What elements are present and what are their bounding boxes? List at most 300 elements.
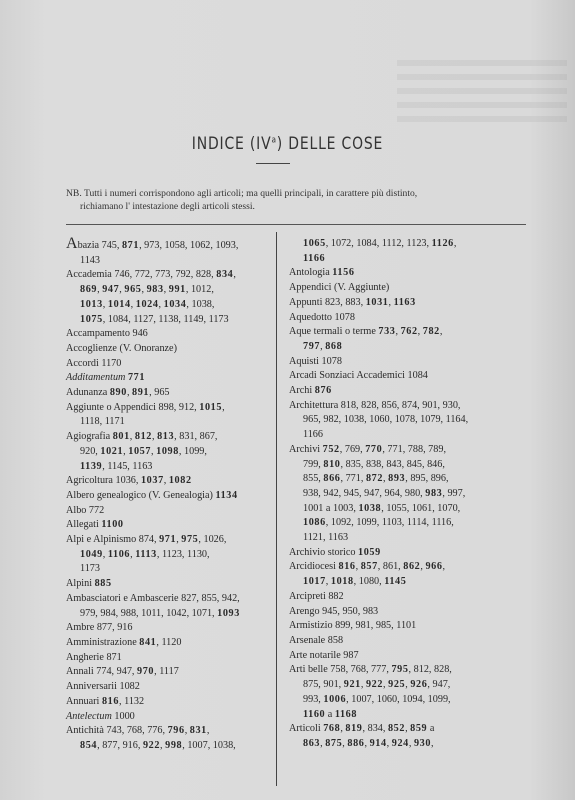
principal-article-number: 1015 (199, 401, 223, 413)
entry-text: , 1099, (178, 445, 207, 457)
note-line: NB. Tutti i numeri corrispondono agli articoli; ma quelli principali, in carattere più distinto, (66, 188, 418, 199)
entry-text: Accampamento 946 (66, 328, 148, 340)
index-entry (289, 649, 494, 664)
entry-text: , (233, 269, 236, 281)
principal-article-number: 1018 (330, 576, 354, 588)
entry-text: , (176, 534, 182, 546)
entry-text: Accoglienze (V. Onoranze) (66, 342, 177, 354)
entry-text: Aquedotto 1078 (289, 311, 355, 323)
entry-text: Archivio storico (289, 546, 359, 558)
entry-text: Articoli (289, 723, 324, 735)
entry-text: Alpini (66, 578, 95, 590)
entry-text: , (417, 326, 423, 338)
title-underline (256, 163, 290, 164)
principal-article-number: 797 (303, 340, 321, 352)
index-entry (289, 663, 494, 678)
index-entry-continuation (66, 548, 271, 563)
column-divider (276, 232, 277, 786)
entry-text: , 861, (377, 561, 404, 573)
entry-text: , 831, 867, (174, 431, 218, 443)
entry-text: 855, (303, 473, 324, 485)
entry-text: , 834, (362, 723, 388, 735)
principal-article-number: 1126 (431, 238, 454, 249)
entry-text: , 973, 1058, 1062, 1093, (139, 240, 239, 251)
principal-article-number: 1021 (100, 445, 124, 457)
index-entry (66, 621, 271, 636)
principal-article-number: 1106 (107, 548, 131, 560)
index-entry (66, 533, 271, 548)
initial-letter: A (66, 235, 78, 252)
entry-text: , (163, 475, 169, 487)
index-entry (66, 342, 271, 357)
entry-text: Aque termali o terme (289, 326, 379, 338)
italic-term: Antelectum (66, 710, 112, 722)
index-entry (289, 605, 494, 620)
entry-text: , (420, 561, 426, 573)
principal-article-number: 863 (303, 737, 321, 749)
principal-article-number: 782 (422, 326, 440, 338)
entry-text: 1118, 1171 (80, 416, 125, 428)
principal-article-number: 983 (146, 284, 164, 296)
index-entry (66, 636, 271, 651)
entry-text: , (130, 548, 136, 560)
principal-article-number: 752 (322, 443, 340, 455)
index-entry (66, 518, 271, 533)
principal-article-number: 1038 (358, 502, 382, 514)
entry-text: , (364, 737, 370, 749)
entry-text: Aquisti 1078 (289, 355, 342, 367)
entry-text: Arcipreti 882 (289, 590, 344, 602)
principal-article-number: 1017 (303, 576, 326, 588)
principal-article-number: 975 (181, 534, 199, 546)
index-entry (289, 590, 494, 605)
principal-article-number: 1013 (80, 298, 103, 310)
principal-article-number: 891 (132, 387, 150, 399)
entry-text: Archivi (289, 443, 323, 455)
principal-article-number: 771 (127, 372, 146, 384)
principal-article-number: 1168 (334, 708, 358, 720)
index-entry-continuation (66, 607, 271, 622)
principal-article-number: 921 (343, 679, 361, 691)
principal-article-number: 876 (314, 385, 332, 397)
principal-article-number: 816 (338, 561, 356, 573)
entry-text: , (431, 737, 434, 749)
index-entry (66, 489, 271, 504)
bleed-through-text (397, 60, 567, 130)
entry-text: , (442, 561, 446, 573)
index-entry-continuation (66, 445, 271, 460)
index-entry-continuation (289, 428, 494, 443)
entry-text: Agiografia (66, 431, 113, 443)
principal-article-number: 1065 (303, 238, 326, 249)
entry-text: Arengo 945, 950, 983 (289, 605, 379, 617)
principal-article-number: 965 (124, 284, 142, 296)
entry-text: , 1007, 1038, (182, 739, 236, 751)
principal-article-number: 1075 (80, 313, 103, 325)
index-entry-continuation (289, 413, 494, 428)
principal-article-number: 971 (159, 534, 177, 546)
principal-article-number: 924 (391, 737, 409, 749)
entry-text: , (320, 340, 326, 352)
entry-text: , (383, 679, 389, 691)
entry-text: Agricoltura 1036, (66, 475, 141, 487)
index-entry (66, 665, 271, 680)
entry-text: 1001 a 1003, (303, 502, 359, 514)
entry-text: Aggiunte o Appendici 898, 912, (66, 401, 200, 413)
entry-text: Adunanza (66, 387, 110, 399)
entry-text: Annali 774, 947, (66, 666, 138, 678)
index-entry (289, 384, 494, 399)
entry-text: , (405, 679, 411, 691)
entry-text: 979, 984, 988, 1011, 1042, 1071, (80, 607, 218, 619)
entry-text: , (383, 473, 389, 485)
entry-text: Appendici (V. Aggiunte) (289, 282, 390, 294)
principal-article-number: 970 (137, 666, 155, 678)
entry-text: 1166 (303, 429, 323, 441)
entry-text: , 1092, 1099, 1103, 1114, 1116, (325, 517, 454, 529)
index-entry (66, 577, 271, 592)
entry-text: 1000 (111, 710, 135, 722)
index-entry (289, 619, 494, 634)
entry-text: Appunti 823, 883, (289, 296, 366, 308)
principal-article-number: 1031 (365, 296, 389, 308)
principal-article-number: 1059 (358, 546, 381, 558)
principal-article-number: 859 (410, 723, 428, 735)
principal-article-number: 869 (80, 284, 98, 296)
principal-article-number: 991 (168, 284, 186, 296)
entry-text: , 835, 838, 843, 845, 846, (340, 458, 445, 470)
principal-article-number: 812 (134, 431, 152, 443)
entry-text: 993, (303, 693, 324, 705)
index-entry (289, 443, 494, 458)
header-rule (66, 224, 526, 225)
principal-article-number: 831 (189, 725, 207, 737)
entry-text: 1143 (80, 254, 100, 266)
principal-article-number: 922 (142, 739, 161, 751)
index-entry-continuation (289, 340, 494, 355)
index-entry (289, 722, 494, 737)
entry-text: , (129, 431, 135, 443)
entry-text: , (97, 284, 103, 296)
entry-text: , (340, 723, 346, 735)
entry-text: Anniversarii 1082 (66, 681, 140, 693)
entry-text: Architettura 818, 828, 856, 874, 901, 930, (289, 399, 461, 411)
entry-text: , (123, 445, 129, 457)
entry-text: , (206, 725, 210, 737)
index-entry (66, 371, 271, 386)
principal-article-number: 852 (387, 723, 406, 735)
principal-article-number: 841 (139, 636, 157, 648)
index-entry-continuation (289, 531, 494, 546)
index-entry (289, 369, 494, 384)
principal-article-number: 796 (167, 725, 185, 737)
entry-text: , (360, 679, 366, 691)
principal-article-number: 1057 (128, 445, 152, 457)
entry-text: , 1080, (353, 576, 385, 588)
principal-article-number: 1160 (303, 708, 326, 720)
index-entry (66, 268, 271, 283)
index-entry (66, 504, 271, 519)
entry-text: Armistizio 899, 981, 985, 1101 (289, 620, 417, 632)
principal-article-number: 893 (388, 473, 406, 485)
index-entry (66, 651, 271, 666)
entry-text: bazia 745, (77, 240, 122, 251)
entry-text: , 812, 828, (408, 664, 452, 676)
entry-text: Accademia 746, 772, 773, 792, 828, (66, 269, 217, 281)
entry-text: , (395, 326, 401, 338)
index-entry-continuation (289, 693, 494, 708)
principal-article-number: 1006 (323, 693, 347, 705)
entry-text: Accordi 1170 (66, 357, 122, 369)
index-entry (66, 680, 271, 695)
principal-article-number: 857 (360, 561, 378, 573)
index-entry (289, 281, 494, 296)
entry-text: , 1072, 1084, 1112, 1123, (325, 238, 432, 249)
index-entry (289, 560, 494, 575)
index-entry (66, 327, 271, 342)
index-entry (289, 546, 494, 561)
principal-article-number: 890 (109, 387, 127, 399)
entry-text: , (386, 737, 392, 749)
entry-text: Ambre 877, 916 (66, 622, 133, 634)
principal-article-number: 998 (165, 739, 183, 751)
entry-text: 965, 982, 1038, 1060, 1078, 1079, 1164, (303, 414, 469, 426)
principal-article-number: 1034 (163, 298, 187, 310)
entry-text: , (355, 561, 361, 573)
index-entry-continuation (66, 739, 271, 754)
principal-article-number: 862 (403, 561, 421, 573)
principal-article-number: 886 (347, 737, 365, 749)
entry-text: , (439, 326, 443, 338)
entry-text: 1121, 1163 (303, 532, 349, 544)
entry-text: a (325, 708, 335, 720)
index-entry (66, 357, 271, 372)
entry-text: Arcadi Sonziaci Accademici 1084 (289, 370, 428, 382)
entry-text: , 1132 (119, 695, 145, 707)
principal-article-number: 930 (413, 737, 432, 749)
index-entry-continuation (289, 487, 494, 502)
index-entry (289, 311, 494, 326)
entry-text: , (453, 238, 457, 249)
index-entry-continuation (66, 415, 271, 430)
index-entry (66, 710, 271, 725)
principal-article-number: 922 (365, 679, 384, 691)
principal-article-number: 1166 (303, 252, 326, 264)
entry-text: Angherie 871 (66, 651, 122, 663)
entry-text: a (427, 723, 435, 735)
index-entry (289, 634, 494, 649)
entry-text: Arsenale 858 (289, 634, 344, 646)
index-entry-continuation (289, 708, 494, 723)
principal-article-number: 983 (425, 487, 443, 499)
principal-article-number: 914 (369, 737, 387, 749)
entry-text: , (158, 298, 164, 310)
entry-text: , (405, 723, 411, 735)
entry-text: , 771, 788, 789, (382, 443, 446, 455)
entry-text: , (320, 737, 326, 749)
entry-text: , (151, 445, 157, 457)
entry-text: , 771, (340, 473, 366, 485)
entry-text: , (222, 401, 225, 413)
index-entry (66, 237, 271, 254)
entry-text: 1173 (80, 563, 100, 575)
principal-article-number: 810 (323, 458, 341, 470)
principal-article-number: 1100 (101, 519, 124, 531)
entry-text: Albo 772 (66, 504, 105, 516)
index-entry-continuation (289, 472, 494, 487)
index-entry-continuation (66, 254, 271, 269)
entry-text: , 1145, 1163 (102, 460, 153, 472)
entry-text: Amministrazione (66, 636, 140, 648)
entry-text: , 1117 (154, 666, 179, 678)
entry-text: , (130, 298, 136, 310)
index-entry-continuation (289, 502, 494, 517)
entry-text: , 1007, 1060, 1094, 1099, (346, 693, 451, 705)
index-entry (66, 401, 271, 416)
entry-text: , 769, (339, 443, 366, 455)
principal-article-number: 813 (157, 431, 175, 443)
entry-text: , 1123, 1130, (156, 548, 210, 560)
principal-article-number: 966 (425, 561, 443, 573)
principal-article-number: 926 (410, 679, 428, 691)
entry-text: , (141, 284, 147, 296)
index-entry (66, 724, 271, 739)
index-entry-continuation (289, 678, 494, 693)
entry-text: , (151, 431, 158, 443)
principal-article-number: 868 (325, 340, 343, 352)
principal-article-number: 733 (378, 326, 396, 338)
principal-article-number: 925 (388, 679, 406, 691)
principal-article-number: 875 (325, 737, 343, 749)
entry-text: 875, 901, (303, 679, 344, 691)
principal-article-number: 947 (102, 284, 120, 296)
principal-article-number: 1156 (332, 267, 355, 279)
index-entry (66, 474, 271, 489)
entry-text: , 1026, (198, 534, 227, 546)
entry-text: , 1055, 1061, 1070, (381, 502, 461, 514)
principal-article-number: 770 (365, 443, 383, 455)
principal-article-number: 1049 (80, 548, 103, 560)
entry-text: Arti belle 758, 768, 777, (289, 664, 392, 676)
principal-article-number: 768 (323, 723, 341, 735)
principal-article-number: 1037 (140, 475, 164, 487)
entry-text: , 877, 916, (97, 739, 143, 751)
entry-text: Albero genealogico (V. Genealogia) (66, 489, 216, 501)
index-entry (66, 386, 271, 401)
principal-article-number: 1086 (303, 517, 326, 529)
index-entry (289, 296, 494, 311)
entry-text: , 895, 896, (405, 473, 449, 485)
entry-text: 799, (303, 458, 324, 470)
index-entry-continuation (289, 516, 494, 531)
index-entry (289, 355, 494, 370)
principal-article-number: 854 (80, 739, 98, 751)
principal-article-number: 1093 (217, 607, 240, 619)
principal-article-number: 885 (94, 578, 112, 590)
entry-text: , (126, 387, 133, 399)
index-entry-continuation (289, 237, 494, 252)
entry-text: , (102, 548, 108, 560)
index-entry-continuation (66, 283, 271, 298)
index-entry (289, 399, 494, 414)
entry-text: , 1038, (186, 298, 215, 310)
principal-article-number: 1134 (215, 489, 238, 501)
entry-text: , (163, 284, 169, 296)
principal-article-number: 1082 (168, 475, 192, 487)
index-entry-continuation (289, 252, 494, 267)
index-entry-continuation (66, 460, 271, 475)
entry-text: , (408, 737, 414, 749)
principal-article-number: 866 (323, 473, 341, 485)
index-column-right (289, 237, 494, 752)
entry-text: , 947, (427, 679, 451, 691)
principal-article-number: 871 (121, 240, 140, 251)
entry-text: , 1120 (156, 636, 182, 648)
entry-text: , (160, 739, 166, 751)
entry-text: , 1012, (185, 284, 214, 296)
index-entry (66, 592, 271, 607)
entry-text: Archi (289, 385, 315, 397)
entry-text: , (342, 737, 348, 749)
entry-text: Ambasciatori e Ambascerie 827, 855, 942, (66, 592, 240, 604)
index-entry (289, 266, 494, 281)
entry-text: 920, (80, 445, 101, 457)
index-entry-continuation (66, 298, 271, 313)
entry-text: , (388, 296, 394, 308)
index-entry (289, 325, 494, 340)
entry-text: 938, 942, 945, 947, 964, 980, (303, 487, 426, 499)
principal-article-number: 1163 (393, 296, 416, 308)
entry-text: , (184, 725, 190, 737)
index-entry-continuation (66, 313, 271, 328)
entry-text: , 997, (442, 487, 466, 499)
entry-text: Arcidiocesi (289, 561, 339, 573)
index-entry-continuation (289, 575, 494, 590)
index-column-left (66, 237, 271, 754)
note-line: richiamano l' intestazione degli articoli stessi. (80, 201, 255, 212)
principal-article-number: 801 (112, 431, 130, 443)
principal-article-number: 795 (391, 664, 409, 676)
index-entry-continuation (289, 458, 494, 473)
principal-article-number: 1014 (107, 298, 131, 310)
page-title: INDICE $(IV^a)$ DELLE COSE (191, 134, 384, 154)
italic-term: Additamentum (66, 372, 126, 384)
principal-article-number: 762 (400, 326, 418, 338)
entry-text: , 965 (149, 387, 170, 399)
entry-text: , (325, 576, 331, 588)
principal-article-number: 872 (365, 473, 384, 485)
note-block (66, 187, 521, 213)
index-entry-continuation (66, 562, 271, 577)
entry-text: Antichità 743, 768, 776, (66, 725, 168, 737)
principal-article-number: 816 (101, 695, 120, 707)
entry-text: Alpi e Alpinismo 874, (66, 534, 160, 546)
principal-article-number: 1098 (156, 445, 179, 457)
entry-text: Antologia (289, 267, 333, 279)
principal-article-number: 1113 (135, 548, 157, 560)
entry-text: , (102, 298, 108, 310)
entry-text: , 1084, 1127, 1138, 1149, 1173 (102, 313, 229, 325)
principal-article-number: 834 (216, 269, 234, 281)
index-entry (66, 695, 271, 710)
principal-article-number: 1145 (384, 576, 407, 588)
principal-article-number: 1139 (80, 460, 103, 472)
entry-text: Allegati (66, 519, 102, 531)
index-entry (66, 430, 271, 445)
entry-text: Annuari (66, 695, 102, 707)
entry-text: Arte notarile 987 (289, 649, 359, 661)
index-entry-continuation (289, 737, 494, 752)
